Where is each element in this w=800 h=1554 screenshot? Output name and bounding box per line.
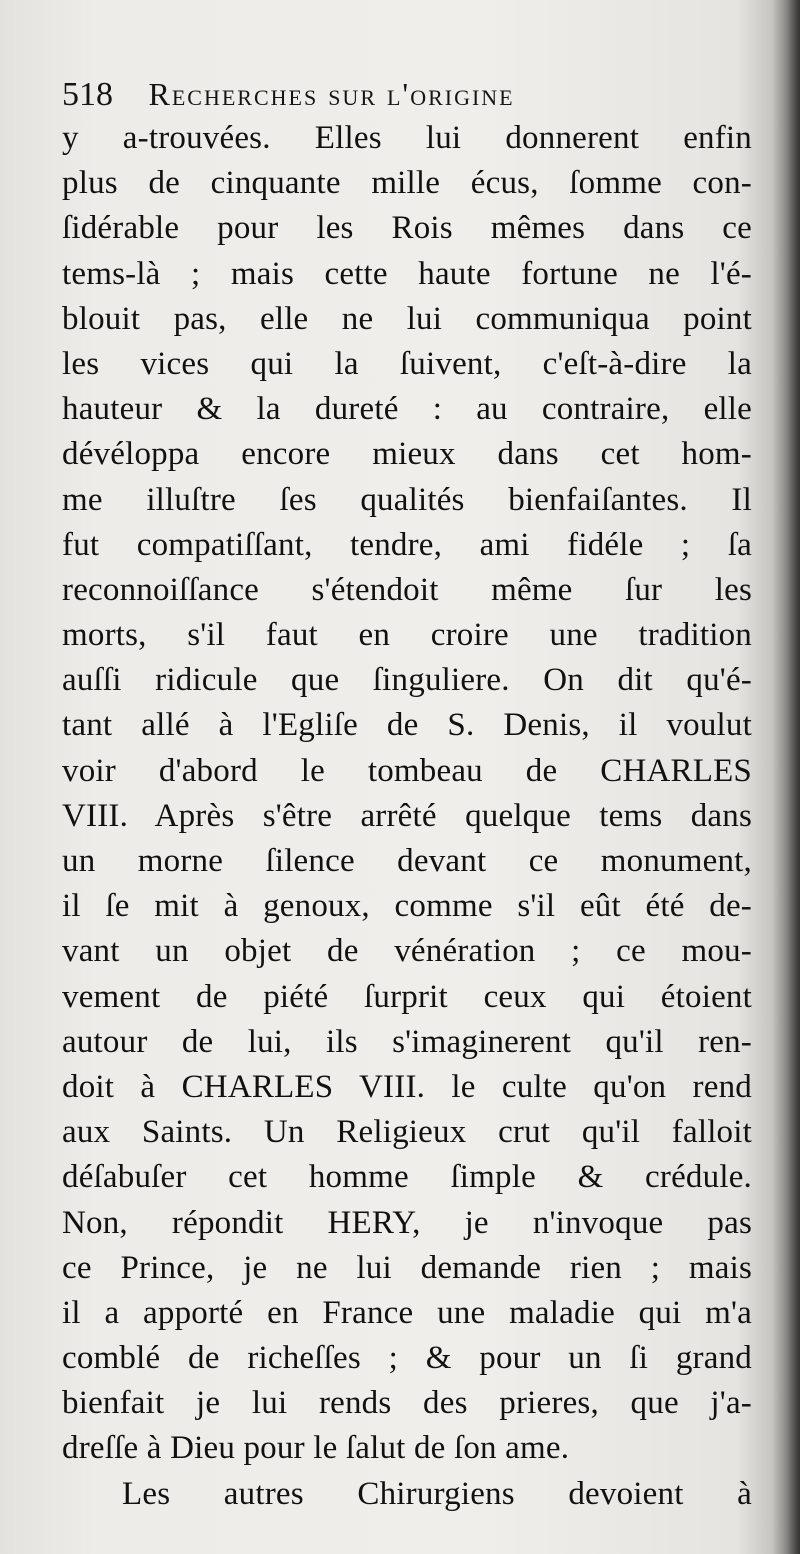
- text-line: il a apporté en France une maladie qui m'a: [62, 1294, 752, 1331]
- text-line: reconnoiſſance s'étendoit même ſur les: [62, 571, 752, 608]
- text-line: ſidérable pour les Rois mêmes dans ce: [62, 210, 752, 247]
- page-number: 518: [62, 76, 113, 113]
- running-header: [62, 74, 702, 114]
- text-line: vement de piété ſurprit ceux qui étoient: [62, 978, 752, 1015]
- text-line: Les autres Chirurgiens devoient à: [122, 1475, 752, 1512]
- text-line: VIII. Après s'être arrêté quelque tems dans: [62, 797, 752, 834]
- text-line: déſabuſer cet homme ſimple & crédule.: [62, 1159, 752, 1196]
- text-line: il ſe mit à genoux, comme s'il eût été de-: [62, 888, 752, 925]
- text-line: ce Prince, je ne lui demande rien ; mais: [62, 1249, 752, 1286]
- text-line: tant allé à l'Egliſe de S. Denis, il voulut: [62, 707, 752, 744]
- text-line: un morne ſilence devant ce monument,: [62, 843, 752, 879]
- text-line: bienfait je lui rends des prieres, que j'a-: [62, 1385, 752, 1422]
- text-line: auſſi ridicule que ſinguliere. On dit qu'é-: [62, 662, 752, 699]
- text-line: comblé de richeſſes ; & pour un ſi grand: [62, 1340, 752, 1377]
- text-line: les vices qui la ſuivent, c'eſt-à-dire la: [62, 345, 752, 382]
- text-line: y a-trouvées. Elles lui donnerent enfin: [62, 120, 752, 156]
- text-line: fut compatiſſant, tendre, ami fidéle ; ſa: [62, 526, 752, 563]
- text-line: doit à CHARLES VIII. le culte qu'on rend: [62, 1068, 752, 1105]
- text-line: vant un objet de vénération ; ce mou-: [62, 933, 752, 970]
- text-line: dreſſe à Dieu pour le ſalut de ſon ame.: [62, 1430, 570, 1467]
- text-line: morts, s'il faut en croire une tradition: [62, 617, 752, 654]
- text-line: blouit pas, elle ne lui communiqua point: [62, 300, 752, 337]
- running-title: Recherches sur l'origine: [148, 76, 515, 112]
- text-line: aux Saints. Un Religieux crut qu'il falloit: [62, 1114, 752, 1151]
- text-line: hauteur & la dureté : au contraire, elle: [62, 391, 752, 428]
- text-line: autour de lui, ils s'imaginerent qu'il ren-: [62, 1023, 752, 1060]
- page-gutter-shadow: [772, 0, 800, 1554]
- text-line: me illuſtre ſes qualités bienfaiſantes. Il: [62, 481, 752, 518]
- text-line: Non, répondit HERY, je n'invoque pas: [62, 1204, 752, 1241]
- text-line: tems-là ; mais cette haute fortune ne l'é-: [62, 255, 752, 292]
- text-line: plus de cinquante mille écus, ſomme con-: [62, 165, 752, 202]
- text-line: dévéloppa encore mieux dans cet hom-: [62, 436, 752, 473]
- body-text: [62, 116, 752, 1517]
- text-line: voir d'abord le tombeau de CHARLES: [62, 752, 752, 789]
